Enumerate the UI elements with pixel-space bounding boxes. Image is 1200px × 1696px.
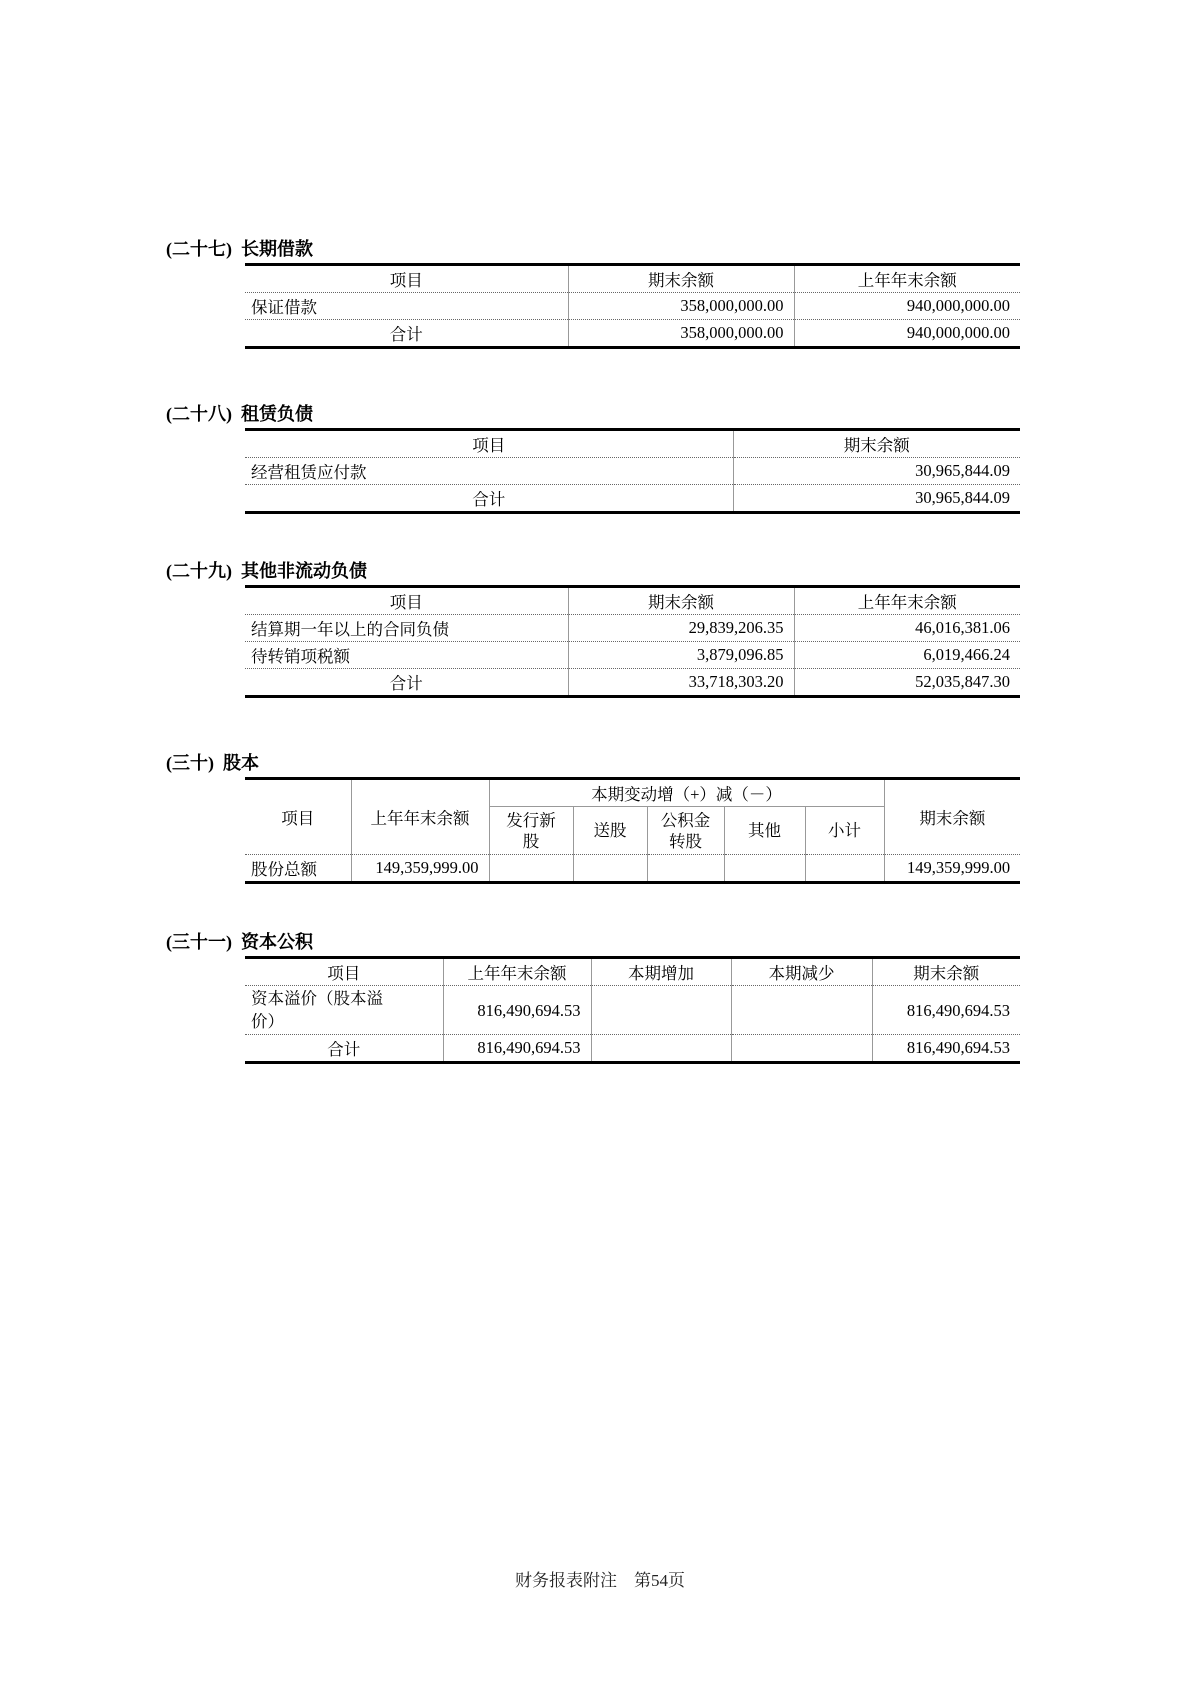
section-title: 长期借款 — [241, 239, 313, 259]
table-header-row — [245, 265, 1020, 293]
prior-year-balance-cell: 816,490,694.53 — [443, 986, 591, 1035]
table-row-total — [245, 320, 1020, 348]
table-row-total-shares — [245, 855, 1020, 883]
total-label-cell: 合计 — [389, 325, 423, 344]
col-header-reserve-converted-to-shares: 公积金转股 — [647, 807, 724, 855]
col-header-item: 项目 — [389, 593, 423, 612]
ending-balance-cell: 3,879,096.85 — [568, 642, 794, 669]
section-heading — [166, 403, 1200, 425]
section-title: 其他非流动负债 — [241, 561, 367, 581]
capital-reserve-table — [245, 956, 1020, 1064]
total-label-cell: 合计 — [327, 1040, 361, 1059]
bonus-shares-cell — [573, 855, 647, 883]
section-heading — [166, 752, 1200, 774]
total-label-cell: 合计 — [389, 674, 423, 693]
col-header-ending-balance: 期末余额 — [884, 779, 1020, 855]
prior-year-balance-cell: 6,019,466.24 — [794, 642, 1020, 669]
table-header-row — [245, 587, 1020, 615]
section-number: (三十) — [166, 753, 214, 773]
subtotal-cell — [805, 855, 884, 883]
section-title: 股本 — [223, 753, 259, 773]
col-header-subtotal: 小计 — [805, 807, 884, 855]
col-header-new-shares-issued: 发行新股 — [489, 807, 573, 855]
current-increase-cell — [591, 986, 731, 1035]
prior-year-balance-total-cell: 940,000,000.00 — [794, 320, 1020, 348]
col-header-prior-year-balance: 上年年末余额 — [794, 265, 1020, 293]
section-lease-liabilities — [0, 403, 1200, 514]
ending-balance-total-cell: 30,965,844.09 — [733, 485, 1020, 513]
table-row-operating-lease-payables — [245, 458, 1020, 485]
prior-year-balance-total-cell: 52,035,847.30 — [794, 669, 1020, 697]
reserve-converted-cell — [647, 855, 724, 883]
share-capital-table — [245, 777, 1020, 884]
col-header-current-decrease: 本期减少 — [731, 958, 872, 986]
table-row-output-vat-to-be-transferred — [245, 642, 1020, 669]
item-cell: 经营租赁应付款 — [251, 463, 367, 482]
new-shares-issued-cell — [489, 855, 573, 883]
col-header-current-increase: 本期增加 — [591, 958, 731, 986]
total-label-cell: 合计 — [472, 490, 506, 509]
col-header-ending-balance: 期末余额 — [568, 587, 794, 615]
section-number: (二十八) — [166, 404, 232, 424]
col-header-bonus-shares: 送股 — [573, 807, 647, 855]
col-header-item: 项目 — [472, 436, 506, 455]
col-header-other: 其他 — [724, 807, 805, 855]
col-header-item: 项目 — [389, 271, 423, 290]
item-cell: 保证借款 — [251, 298, 317, 317]
section-share-capital — [0, 752, 1200, 884]
section-title: 租赁负债 — [241, 404, 313, 424]
section-long-term-borrowings — [0, 238, 1200, 349]
prior-year-balance-total-cell: 816,490,694.53 — [443, 1035, 591, 1063]
col-header-current-period-change-group: 本期变动增（+）减（－） — [489, 779, 884, 807]
section-number: (二十七) — [166, 239, 232, 259]
current-decrease-cell — [731, 986, 872, 1035]
item-cell: 资本溢价（股本溢价） — [251, 989, 383, 1031]
prior-year-balance-cell: 149,359,999.00 — [351, 855, 489, 883]
table-row-total — [245, 1035, 1020, 1063]
item-cell: 股份总额 — [251, 860, 317, 879]
table-row-total — [245, 485, 1020, 513]
prior-year-balance-cell: 46,016,381.06 — [794, 615, 1020, 642]
col-header-ending-balance: 期末余额 — [568, 265, 794, 293]
section-number: (二十九) — [166, 561, 232, 581]
long-term-borrowings-table — [245, 263, 1020, 349]
section-heading — [166, 931, 1200, 953]
table-header-row — [245, 430, 1020, 458]
ending-balance-total-cell: 358,000,000.00 — [568, 320, 794, 348]
ending-balance-cell: 30,965,844.09 — [733, 458, 1020, 485]
table-row-guaranteed-loans — [245, 293, 1020, 320]
section-title: 资本公积 — [241, 932, 313, 952]
ending-balance-cell: 29,839,206.35 — [568, 615, 794, 642]
ending-balance-cell: 816,490,694.53 — [872, 986, 1020, 1035]
table-row-contract-liabilities-over-one-year — [245, 615, 1020, 642]
section-heading — [166, 560, 1200, 582]
lease-liabilities-table — [245, 428, 1020, 514]
section-capital-reserve — [0, 931, 1200, 1064]
section-heading — [166, 238, 1200, 260]
document-footer: 财务报表附注 第54页 — [515, 1571, 685, 1590]
col-header-prior-year-balance: 上年年末余额 — [794, 587, 1020, 615]
other-cell — [724, 855, 805, 883]
other-noncurrent-liabilities-table — [245, 585, 1020, 698]
table-row-share-premium — [245, 986, 1020, 1035]
col-header-ending-balance: 期末余额 — [733, 430, 1020, 458]
table-row-total — [245, 669, 1020, 697]
item-cell: 结算期一年以上的合同负债 — [251, 620, 449, 639]
col-header-prior-year-balance: 上年年末余额 — [351, 779, 489, 855]
col-header-ending-balance: 期末余额 — [872, 958, 1020, 986]
ending-balance-total-cell: 816,490,694.53 — [872, 1035, 1020, 1063]
section-number: (三十一) — [166, 932, 232, 952]
current-decrease-total-cell — [731, 1035, 872, 1063]
ending-balance-total-cell: 33,718,303.20 — [568, 669, 794, 697]
item-cell: 待转销项税额 — [251, 647, 350, 666]
col-header-prior-year-balance: 上年年末余额 — [443, 958, 591, 986]
table-header-row — [245, 958, 1020, 986]
ending-balance-cell: 358,000,000.00 — [568, 293, 794, 320]
current-increase-total-cell — [591, 1035, 731, 1063]
table-group-header-row — [245, 779, 1020, 807]
col-header-item: 项目 — [281, 809, 315, 828]
ending-balance-cell: 149,359,999.00 — [884, 855, 1020, 883]
col-header-item: 项目 — [327, 964, 361, 983]
prior-year-balance-cell: 940,000,000.00 — [794, 293, 1020, 320]
section-other-noncurrent-liabilities — [0, 560, 1200, 698]
